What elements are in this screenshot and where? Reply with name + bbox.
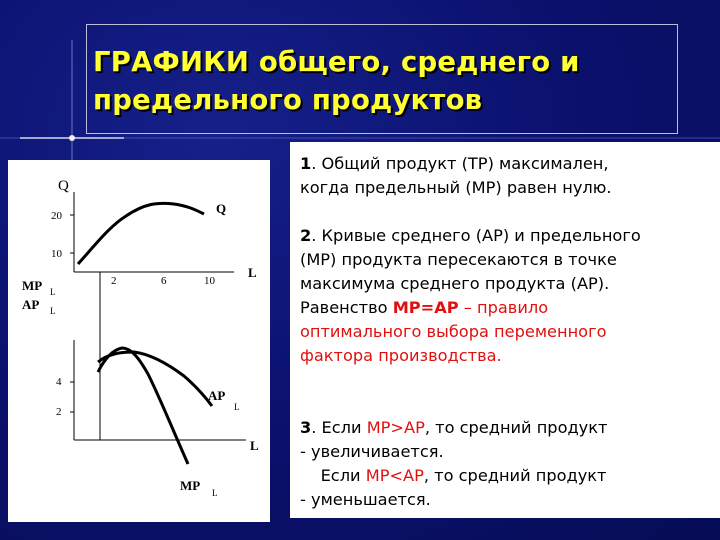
text-line	[300, 416, 720, 440]
lower-x-axis-label: L	[250, 438, 259, 453]
graph-panel	[8, 160, 270, 522]
mp-ap-equality: MP=AP	[392, 298, 459, 317]
text-line: когда предельный (МР) равен нулю.	[300, 178, 612, 197]
upper-q-axis-label: Q	[58, 178, 69, 194]
text-fragment: Если	[300, 466, 366, 485]
paragraph-number: 2	[300, 226, 312, 245]
text-fragment: . Если	[311, 418, 367, 437]
mp-greater-ap: MP>AP	[366, 418, 425, 437]
paragraph-2	[300, 224, 720, 368]
product-curves-graph	[8, 160, 270, 522]
paragraph-3	[300, 416, 720, 512]
text-line: максимума среднего продукта (АР).	[300, 274, 610, 293]
ap-axis-subscript: L	[50, 306, 56, 316]
mp-curve	[98, 348, 188, 464]
paragraph-1	[300, 152, 720, 200]
tp-curve-label: Q	[216, 201, 227, 216]
mp-curve-label: MP	[180, 478, 201, 493]
mp-less-ap: MP<AP	[365, 466, 424, 485]
title-box	[86, 24, 678, 134]
x-tick-label: 2	[111, 275, 117, 287]
text-fragment: , то средний продукт	[424, 418, 608, 437]
tp-curve	[78, 203, 204, 264]
text-line: - уменьшается.	[300, 490, 431, 509]
text-fragment: . Общий продукт (ТР) максимален,	[311, 154, 609, 173]
ap-axis-label: AP	[22, 297, 40, 312]
lower-y-tick-label: 2	[56, 406, 62, 418]
ap-curve-subscript: L	[234, 402, 240, 412]
text-line	[300, 152, 720, 176]
mp-axis-label: MP	[22, 278, 43, 293]
paragraph-number: 3	[300, 418, 312, 437]
mp-axis-subscript: L	[50, 287, 56, 297]
text-line	[300, 224, 720, 248]
text-line: - увеличивается.	[300, 442, 444, 461]
rule-text: фактора производства.	[300, 346, 502, 365]
mp-curve-subscript: L	[212, 488, 218, 498]
upper-y-tick-label: 10	[51, 248, 62, 260]
rule-text: оптимального выбора переменного	[300, 322, 607, 341]
text-panel	[290, 142, 720, 518]
text-line	[300, 296, 720, 320]
upper-y-tick-label: 20	[51, 210, 62, 222]
slide-title: ГРАФИКИ общего, среднего и предельного продуктов	[93, 46, 580, 116]
ap-curve	[98, 352, 212, 406]
text-fragment: –	[458, 298, 478, 317]
text-fragment: . Кривые среднего (АР) и предельного	[311, 226, 641, 245]
x-tick-label: 6	[161, 275, 167, 287]
text-line	[300, 464, 720, 488]
ap-curve-label: AP	[208, 388, 226, 403]
upper-x-axis-label: L	[248, 265, 257, 280]
paragraph-number: 1	[300, 154, 312, 173]
rule-text: правило	[477, 298, 549, 317]
text-fragment: , то средний продукт	[423, 466, 607, 485]
text-fragment: Равенство	[300, 298, 393, 317]
text-line: (МР) продукта пересекаются в точке	[300, 250, 617, 269]
lower-y-tick-label: 4	[56, 376, 62, 388]
x-tick-label: 10	[204, 275, 215, 287]
